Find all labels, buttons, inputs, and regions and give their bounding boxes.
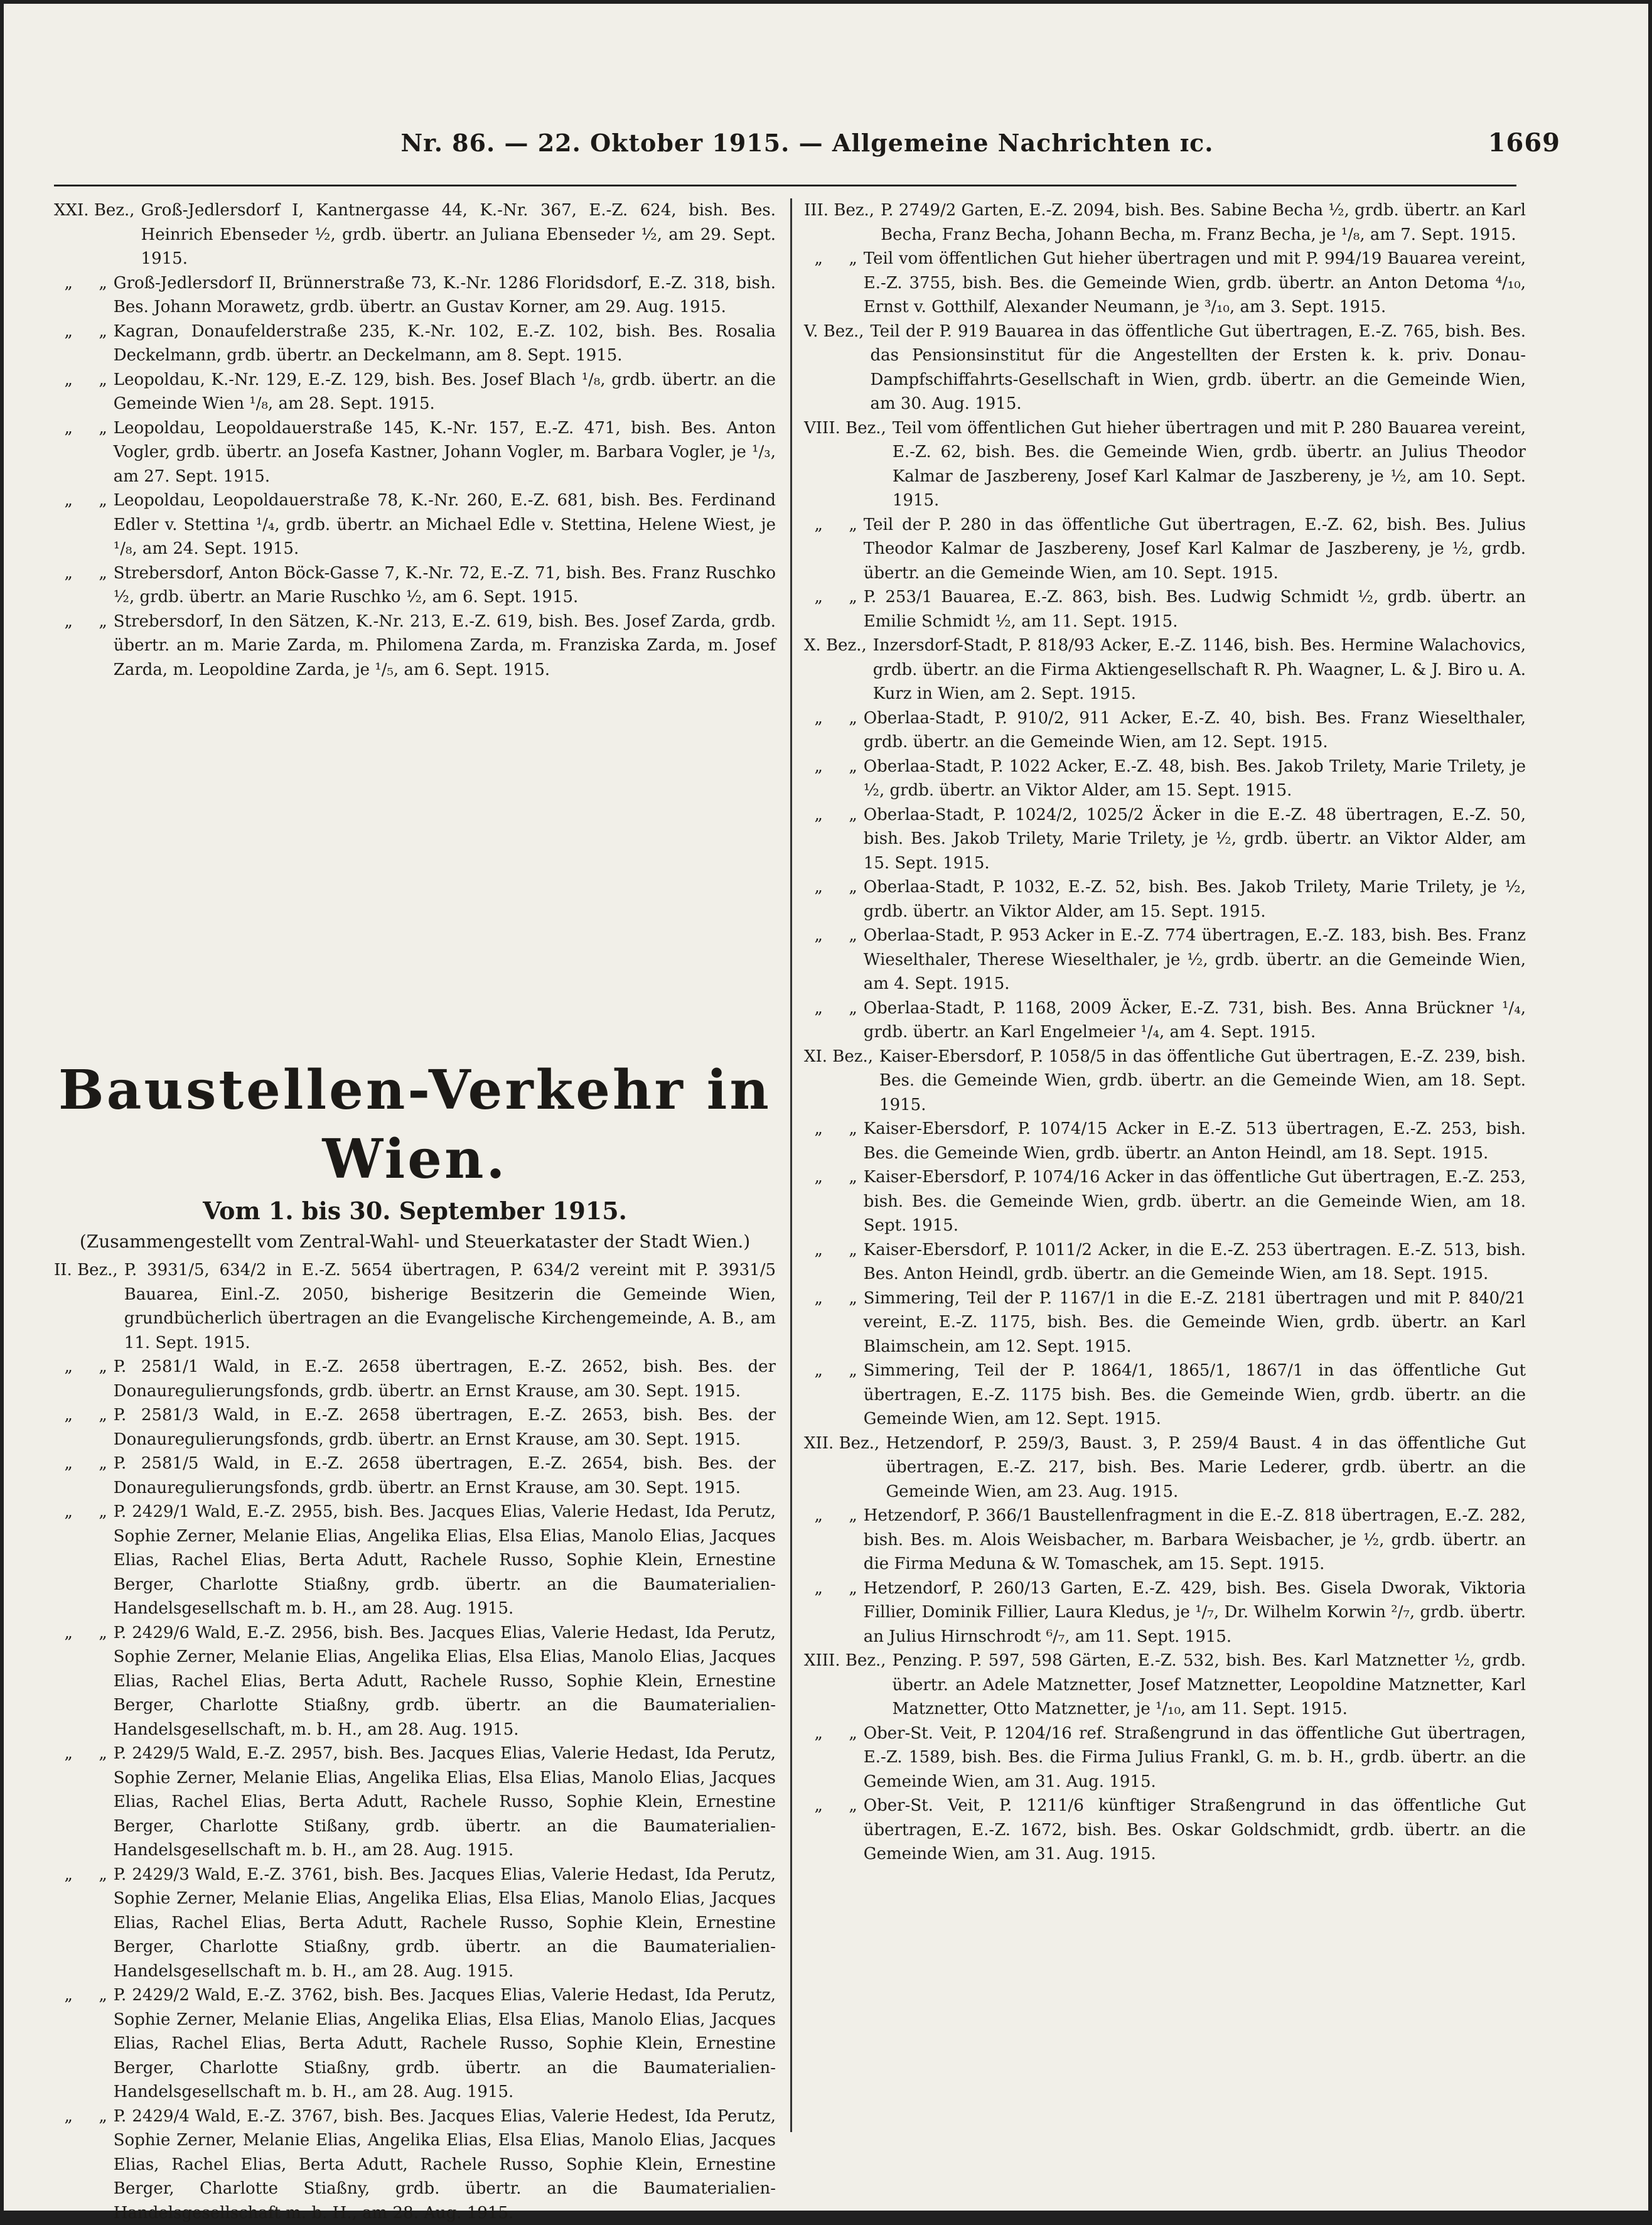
entry-text: P. 2429/4 Wald, E.-Z. 3767, bish. Bes. Jacques Elias, Valerie Hedest, Ida Perutz, Sophie Zerner, Melanie Elias, Angelika Elias, Elsa Elias, Manolo Elias, Jacques Elias, Rachel Elias, Berta Adutt, Rachele Russo, Sophie Klein, Ernestine Berger, Charlotte Stiaßny, grdb. übertr. an die Baumaterialien-Handelsgesellschaft m. b. H., am 28. Aug. 1915. [114,2104,776,2225]
district-label: „ „ [804,247,864,320]
entry-text: P. 253/1 Bauarea, E.-Z. 863, bish. Bes. Ludwig Schmidt ½, grdb. übertr. an Emilie Schmidt ½, am 11. Sept. 1915. [864,585,1526,633]
entry-text: Hetzendorf, P. 259/3, Baust. 3, P. 259/4 Baust. 4 in das öffentliche Gut übertragen, E.-Z. 217, bish. Bes. Marie Lederer, grdb. übertr. an die Gemeinde Wien, am 23. Aug. 1915. [886,1431,1526,1504]
entry-text: Leopoldau, Leopoldauerstraße 145, K.-Nr. 157, E.-Z. 471, bish. Bes. Anton Vogler, grdb. übertr. an Josefa Kastner, Johann Vogler, m. Barbara Vogler, je ¹/₃, am 27. Sept. 1915. [114,416,776,489]
entry-text: Leopoldau, Leopoldauerstraße 78, K.-Nr. 260, E.-Z. 681, bish. Bes. Ferdinand Edler v. Stettina ¹/₄, grdb. übertr. an Michael Edle v. Stettina, Helene Wiest, je ¹/₈, am 24. Sept. 1915. [114,488,776,561]
district-label: „ „ [804,1165,864,1238]
district-label: XIII. Bez., [804,1649,893,1721]
register-entry [54,561,776,610]
district-label: „ „ [804,706,864,755]
register-entry [54,1258,776,1355]
district-label: „ „ [54,1983,114,2104]
district-label: „ „ [54,2104,114,2225]
register-entry [54,1403,776,1452]
district-label: „ „ [54,1355,114,1403]
district-label: VIII. Bez., [804,416,893,513]
district-label: „ „ [804,1721,864,1794]
district-label: „ „ [54,1500,114,1621]
register-entry [804,1165,1526,1238]
entry-text: Hetzendorf, P. 366/1 Baustellenfragment in die E.-Z. 818 übertragen, E.-Z. 282, bish. Bes. m. Alois Weisbacher, m. Barbara Weisbacher, je ½, grdb. übertr. an die Firma Meduna & W. Tomaschek, am 15. Sept. 1915. [864,1504,1526,1576]
entry-text: Kaiser-Ebersdorf, P. 1074/16 Acker in das öffentliche Gut übertragen, E.-Z. 253, bish. Bes. die Gemeinde Wien, grdb. übertr. an die Gemeinde Wien, am 18. Sept. 1915. [864,1165,1526,1238]
register-entry [54,1621,776,1742]
register-entry [804,996,1526,1045]
register-entry [804,1504,1526,1576]
register-entry [804,585,1526,633]
register-entry [54,1452,776,1500]
entry-text: Simmering, Teil der P. 1167/1 in die E.-Z. 2181 übertragen und mit P. 840/21 vereint, E.-Z. 1175, bish. Bes. die Gemeinde Wien, grdb. übertr. an Karl Blaimschein, am 12. Sept. 1915. [864,1286,1526,1359]
district-label: V. Bez., [804,320,870,416]
register-entry [804,198,1526,247]
district-label: X. Bez., [804,633,873,706]
left-column [54,198,776,2225]
right-entries [804,198,1526,1867]
register-entry [804,1431,1526,1504]
page-number: 1669 [1488,128,1560,158]
header-text: Nr. 86. — 22. Oktober 1915. — Allgemeine Nachrichten ɪc. [400,129,1213,157]
district-label: „ „ [804,1794,864,1867]
district-label: „ „ [54,488,114,561]
register-entry [804,513,1526,586]
page-header [54,121,1560,164]
register-entry [804,416,1526,513]
entry-text: Strebersdorf, Anton Böck-Gasse 7, K.-Nr. 72, E.-Z. 71, bish. Bes. Franz Ruschko ½, grdb. übertr. an Marie Ruschko ½, am 6. Sept. 1915. [114,561,776,610]
register-entry [54,1500,776,1621]
entry-text: Strebersdorf, In den Sätzen, K.-Nr. 213, E.-Z. 619, bish. Bes. Josef Zarda, grdb. übertr. an m. Marie Zarda, m. Philomena Zarda, m. Franziska Zarda, m. Josef Zarda, m. Leopoldine Zarda, je ¹/₅, am 6. Sept. 1915. [114,610,776,682]
register-entry [804,803,1526,876]
district-label: „ „ [804,1117,864,1165]
register-entry [804,1576,1526,1649]
district-label: „ „ [54,1742,114,1863]
entry-text: P. 2429/5 Wald, E.-Z. 2957, bish. Bes. Jacques Elias, Valerie Hedast, Ida Perutz, Sophie Zerner, Melanie Elias, Angelika Elias, Elsa Elias, Manolo Elias, Jacques Elias, Rachel Elias, Berta Adutt, Rachele Russo, Sophie Klein, Ernestine Berger, Charlotte Stißany, grdb. übertr. an die Baumaterialien-Handelsgesellschaft m. b. H., am 28. Aug. 1915. [114,1742,776,1863]
newspaper-page [4,4,1648,2211]
entry-text: Oberlaa-Stadt, P. 1024/2, 1025/2 Äcker in die E.-Z. 48 übertragen, E.-Z. 50, bish. Bes. Jakob Trilety, Marie Trilety, je ½, grdb. übertr. an Viktor Alder, am 15. Sept. 1915. [864,803,1526,876]
register-entry [804,1359,1526,1431]
left-bottom-entries [54,1258,776,2225]
district-label: „ „ [54,610,114,682]
entry-text: Oberlaa-Stadt, P. 1032, E.-Z. 52, bish. Bes. Jakob Trilety, Marie Trilety, je ½, grdb. übertr. an Viktor Alder, am 15. Sept. 1915. [864,875,1526,924]
entry-text: Ober-St. Veit, P. 1204/16 ref. Straßengrund in das öffentliche Gut übertragen, E.-Z. 1589, bish. Bes. die Firma Julius Frankl, G. m. b. H., grdb. übertr. an die Gemeinde Wien, am 31. Aug. 1915. [864,1721,1526,1794]
district-label: „ „ [804,585,864,633]
entry-text: Kaiser-Ebersdorf, P. 1011/2 Acker, in die E.-Z. 253 übertragen. E.-Z. 513, bish. Bes. Anton Heindl, grdb. übertr. an die Gemeinde Wien, am 18. Sept. 1915. [864,1238,1526,1286]
register-entry [804,1045,1526,1118]
district-label: II. Bez., [54,1258,124,1355]
entry-text: Ober-St. Veit, P. 1211/6 künftiger Straßengrund in das öffentliche Gut übertragen, E.-Z. 1672, bish. Bes. Oskar Goldschmidt, grdb. übertr. an die Gemeinde Wien, am 31. Aug. 1915. [864,1794,1526,1867]
register-entry [54,1742,776,1863]
entry-text: Groß-Jedlersdorf II, Brünnerstraße 73, K.-Nr. 1286 Floridsdorf, E.-Z. 318, bish. Bes. Johann Morawetz, grdb. übertr. an Gustav Korner, am 29. Aug. 1915. [114,271,776,320]
section-subtitle: Vom 1. bis 30. September 1915. [54,1194,776,1228]
district-label: „ „ [54,271,114,320]
district-label: XI. Bez., [804,1045,879,1118]
district-label: „ „ [54,561,114,610]
register-entry [54,416,776,489]
register-entry [804,1117,1526,1165]
entry-text: Kagran, Donaufelderstraße 235, K.-Nr. 102, E.-Z. 102, bish. Bes. Rosalia Deckelmann, grdb. übertr. an Deckelmann, am 8. Sept. 1915. [114,320,776,368]
district-label: „ „ [54,320,114,368]
entry-text: Teil der P. 919 Bauarea in das öffentliche Gut übertragen, E.-Z. 765, bish. Bes. das Pensionsinstitut für die Angestellten der Ersten k. k. priv. Donau-Dampfschiffahrts-Gesellschaft in Wien, grdb. übertr. an die Gemeinde Wien, am 30. Aug. 1915. [870,320,1526,416]
entry-text: P. 2581/5 Wald, in E.-Z. 2658 übertragen, E.-Z. 2654, bish. Bes. der Donauregulierungsfonds, grdb. übertr. an Ernst Krause, am 30. Sept. 1915. [114,1452,776,1500]
register-entry [804,1238,1526,1286]
register-entry [804,1721,1526,1794]
entry-text: Oberlaa-Stadt, P. 910/2, 911 Acker, E.-Z. 40, bish. Bes. Franz Wieselthaler, grdb. übertr. an die Gemeinde Wien, am 12. Sept. 1915. [864,706,1526,755]
entry-text: Leopoldau, K.-Nr. 129, E.-Z. 129, bish. Bes. Josef Blach ¹/₈, grdb. übertr. an die Gemeinde Wien ¹/₈, am 28. Sept. 1915. [114,368,776,416]
district-label: „ „ [804,513,864,586]
entry-text: Oberlaa-Stadt, P. 953 Acker in E.-Z. 774 übertragen, E.-Z. 183, bish. Bes. Franz Wieselthaler, Therese Wieselthaler, je ½, grdb. übertr. an die Gemeinde Wien, am 4. Sept. 1915. [864,924,1526,996]
district-label: „ „ [804,803,864,876]
district-label: „ „ [804,1286,864,1359]
register-entry [804,247,1526,320]
entry-text: Teil vom öffentlichen Gut hieher übertragen und mit P. 994/19 Bauarea vereint, E.-Z. 3755, bish. Bes. die Gemeinde Wien, grdb. übertr. an Anton Detoma ⁴/₁₀, Ernst v. Gotthilf, Alexander Neumann, je ³/₁₀, am 3. Sept. 1915. [864,247,1526,320]
register-entry [804,875,1526,924]
register-entry [54,1983,776,2104]
district-label: „ „ [804,875,864,924]
district-label: „ „ [804,1359,864,1431]
left-top-entries [54,198,776,682]
entry-text: P. 2581/3 Wald, in E.-Z. 2658 übertragen, E.-Z. 2653, bish. Bes. der Donauregulierungsfonds, grdb. übertr. an Ernst Krause, am 30. Sept. 1915. [114,1403,776,1452]
district-label: „ „ [804,1576,864,1649]
district-label: XII. Bez., [804,1431,886,1504]
register-entry [804,924,1526,996]
entry-text: Teil der P. 280 in das öffentliche Gut übertragen, E.-Z. 62, bish. Bes. Julius Theodor Kalmar de Jaszbereny, Josef Karl Kalmar de Jaszbereny, je ½, grdb. übertr. an die Gemeinde Wien, am 10. Sept. 1915. [864,513,1526,586]
register-entry [54,320,776,368]
entry-text: Simmering, Teil der P. 1864/1, 1865/1, 1867/1 in das öffentliche Gut übertragen, E.-Z. 1175 bish. Bes. die Gemeinde Wien, grdb. übertr. an die Gemeinde Wien, am 12. Sept. 1915. [864,1359,1526,1431]
register-entry [54,271,776,320]
district-label: „ „ [54,1621,114,1742]
column-gap [54,682,776,1052]
district-label: „ „ [54,1452,114,1500]
district-label: „ „ [54,416,114,489]
entry-text: P. 3931/5, 634/2 in E.-Z. 5654 übertragen, P. 634/2 vereint mit P. 3931/5 Bauarea, Einl.-Z. 2050, bisherige Besitzerin die Gemeinde Wien, grundbücherlich übertragen an die Evangelische Kirchengemeinde, A. B., am 11. Sept. 1915. [124,1258,776,1355]
register-entry [54,2104,776,2225]
district-label: „ „ [804,996,864,1045]
register-entry [804,1286,1526,1359]
entry-text: P. 2429/3 Wald, E.-Z. 3761, bish. Bes. Jacques Elias, Valerie Hedast, Ida Perutz, Sophie Zerner, Melanie Elias, Angelika Elias, Elsa Elias, Manolo Elias, Jacques Elias, Rachel Elias, Berta Adutt, Rachele Russo, Sophie Klein, Ernestine Berger, Charlotte Stiaßny, grdb. übertr. an die Baumaterialien-Handelsgesellschaft m. b. H., am 28. Aug. 1915. [114,1863,776,1984]
register-entry [804,755,1526,803]
section-source: (Zusammengestellt vom Zentral-Wahl- und Steuerkataster der Stadt Wien.) [54,1228,776,1256]
entry-text: Penzing. P. 597, 598 Gärten, E.-Z. 532, bish. Bes. Karl Matznetter ½, grdb. übertr. an Adele Matznetter, Josef Matznetter, Leopoldine Matznetter, Karl Matznetter, Otto Matznetter, je ¹/₁₀, am 11. Sept. 1915. [893,1649,1526,1721]
entry-text: P. 2749/2 Garten, E.-Z. 2094, bish. Bes. Sabine Becha ½, grdb. übertr. an Karl Becha, Franz Becha, Johann Becha, m. Franz Becha, je ¹/₈, am 7. Sept. 1915. [881,198,1526,247]
register-entry [804,1649,1526,1721]
district-label: XXI. Bez., [54,198,141,271]
entry-text: P. 2581/1 Wald, in E.-Z. 2658 übertragen, E.-Z. 2652, bish. Bes. der Donauregulierungsfonds, grdb. übertr. an Ernst Krause, am 30. Sept. 1915. [114,1355,776,1403]
district-label: „ „ [804,1504,864,1576]
district-label: „ „ [54,1403,114,1452]
district-label: „ „ [804,1238,864,1286]
register-entry [54,488,776,561]
entry-text: Groß-Jedlersdorf I, Kantnergasse 44, K.-Nr. 367, E.-Z. 624, bish. Bes. Heinrich Ebenseder ½, grdb. übertr. an Juliana Ebenseder ½, am 29. Sept. 1915. [141,198,776,271]
entry-text: Oberlaa-Stadt, P. 1022 Acker, E.-Z. 48, bish. Bes. Jakob Trilety, Marie Trilety, je ½, grdb. übertr. an Viktor Alder, am 15. Sept. 1915. [864,755,1526,803]
register-entry [54,1355,776,1403]
entry-text: Teil vom öffentlichen Gut hieher übertragen und mit P. 280 Bauarea vereint, E.-Z. 62, bish. Bes. die Gemeinde Wien, grdb. übertr. an Julius Theodor Kalmar de Jaszbereny, Josef Karl Kalmar de Jaszbereny, je ½, am 10. Sept. 1915. [893,416,1526,513]
district-label: „ „ [54,1863,114,1984]
register-entry [804,706,1526,755]
district-label: „ „ [54,368,114,416]
district-label: „ „ [804,755,864,803]
entry-text: Kaiser-Ebersdorf, P. 1058/5 in das öffentliche Gut übertragen, E.-Z. 239, bish. Bes. die Gemeinde Wien, grdb. übertr. an die Gemeinde Wien, am 18. Sept. 1915. [879,1045,1526,1118]
register-entry [54,1863,776,1984]
register-entry [54,610,776,682]
register-entry [804,320,1526,416]
district-label: „ „ [804,924,864,996]
entry-text: Kaiser-Ebersdorf, P. 1074/15 Acker in E.-Z. 513 übertragen, E.-Z. 253, bish. Bes. die Gemeinde Wien, grdb. übertr. an Anton Heindl, am 18. Sept. 1915. [864,1117,1526,1165]
register-entry [54,198,776,271]
entry-text: P. 2429/2 Wald, E.-Z. 3762, bish. Bes. Jacques Elias, Valerie Hedast, Ida Perutz, Sophie Zerner, Melanie Elias, Angelika Elias, Elsa Elias, Manolo Elias, Jacques Elias, Rachel Elias, Berta Adutt, Rachele Russo, Sophie Klein, Ernestine Berger, Charlotte Stiaßny, grdb. übertr. an die Baumaterialien-Handelsgesellschaft m. b. H., am 28. Aug. 1915. [114,1983,776,2104]
district-label: III. Bez., [804,198,881,247]
column-divider [790,198,792,2132]
entry-text: Inzersdorf-Stadt, P. 818/93 Acker, E.-Z. 1146, bish. Bes. Hermine Walachovics, grdb. übertr. an die Firma Aktiengesellschaft R. Ph. Waagner, L. & J. Biro u. A. Kurz in Wien, am 2. Sept. 1915. [873,633,1526,706]
header-rule [54,185,1516,186]
right-column [804,198,1526,1867]
section-title: Baustellen-Verkehr in Wien. [54,1056,776,1194]
entry-text: P. 2429/1 Wald, E.-Z. 2955, bish. Bes. Jacques Elias, Valerie Hedast, Ida Perutz, Sophie Zerner, Melanie Elias, Angelika Elias, Elsa Elias, Manolo Elias, Jacques Elias, Rachel Elias, Berta Adutt, Rachele Russo, Sophie Klein, Ernestine Berger, Charlotte Stiaßny, grdb. übertr. an die Baumaterialien-Handelsgesellschaft m. b. H., am 28. Aug. 1915. [114,1500,776,1621]
entry-text: Hetzendorf, P. 260/13 Garten, E.-Z. 429, bish. Bes. Gisela Dworak, Viktoria Fillier, Dominik Fillier, Laura Kledus, je ¹/₇, Dr. Wilhelm Korwin ²/₇, grdb. übertr. an Julius Hirnschrodt ⁶/₇, am 11. Sept. 1915. [864,1576,1526,1649]
entry-text: P. 2429/6 Wald, E.-Z. 2956, bish. Bes. Jacques Elias, Valerie Hedast, Ida Perutz, Sophie Zerner, Melanie Elias, Angelika Elias, Elsa Elias, Manolo Elias, Jacques Elias, Rachel Elias, Berta Adutt, Rachele Russo, Sophie Klein, Ernestine Berger, Charlotte Stiaßny, grdb. übertr. an die Baumaterialien-Handelsgesellschaft, m. b. H., am 28. Aug. 1915. [114,1621,776,1742]
entry-text: Oberlaa-Stadt, P. 1168, 2009 Äcker, E.-Z. 731, bish. Bes. Anna Brückner ¹/₄, grdb. übertr. an Karl Engelmeier ¹/₄, am 4. Sept. 1915. [864,996,1526,1045]
register-entry [804,633,1526,706]
register-entry [54,368,776,416]
register-entry [804,1794,1526,1867]
